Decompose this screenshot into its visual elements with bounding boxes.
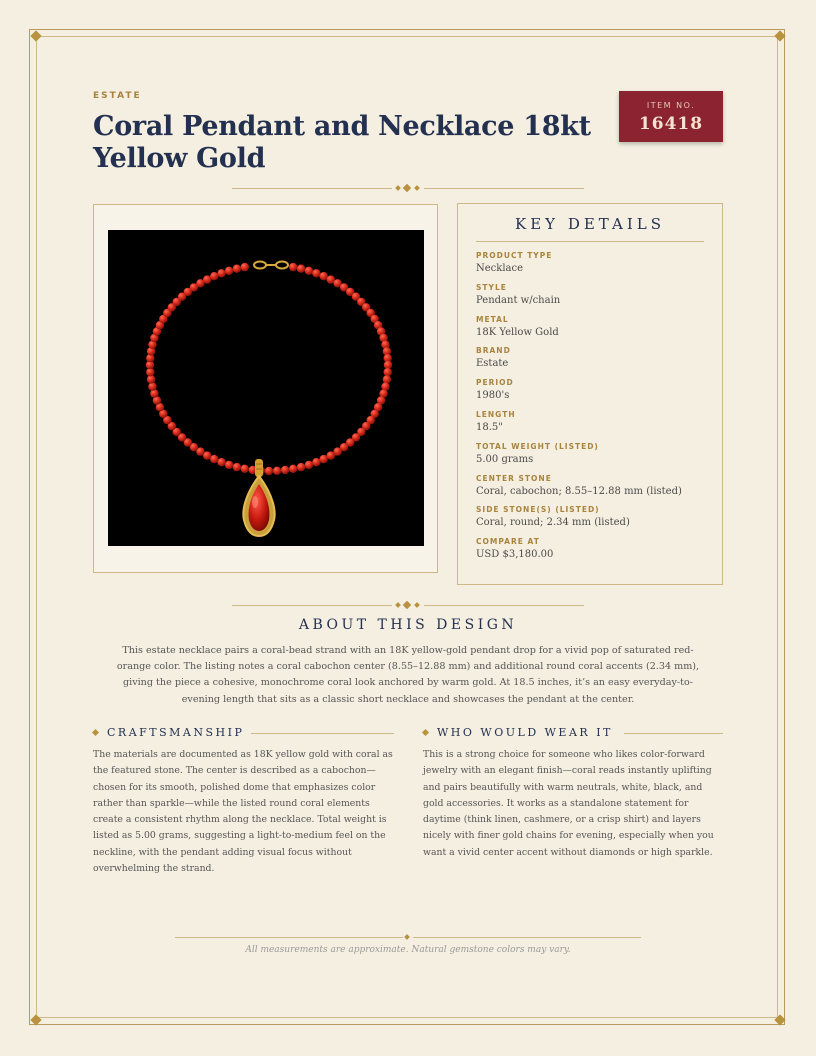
coral-bead (289, 263, 297, 271)
craftsmanship-rule (251, 733, 394, 734)
coral-bead (384, 368, 392, 376)
craftsmanship-heading-text: CRAFTSMANSHIP (107, 726, 245, 739)
detail-label: BRAND (476, 346, 511, 356)
coral-bead (297, 463, 305, 471)
detail-value: 18.5" (476, 421, 503, 433)
coral-bead (297, 265, 305, 273)
key-details-rule (476, 241, 704, 242)
coral-bead (289, 465, 297, 473)
detail-value: 5.00 grams (476, 453, 534, 465)
who-would-wear-heading-text: WHO WOULD WEAR IT (437, 726, 613, 739)
detail-value: Estate (476, 358, 509, 370)
detail-label: TOTAL WEIGHT (LISTED) (476, 441, 599, 451)
coral-bead (233, 463, 241, 471)
brand-eyebrow: ESTATE (93, 91, 142, 101)
who-would-wear-rule (624, 733, 723, 734)
detail-center-stone (476, 473, 706, 505)
coral-bead (241, 263, 249, 271)
coral-bead (233, 265, 241, 273)
coral-bead (217, 458, 225, 466)
about-paragraph: This estate necklace pairs a coral-bead strand with an 18K yellow-gold pendant drop for a vivid pop of saturated red-orange color. The listing notes a coral cabochon center (8.55–12.88 mm) and additional round coral accents (2.34 mm), giving the piece a cohesive, monochrome coral look anchored by warm gold. At 18.5 inches, it’s an easy everyday-to-evening length that sits as a classic short necklace and showcases the pendant at the center. (116, 645, 700, 705)
coral-bead (383, 375, 391, 383)
coral-bead (312, 269, 320, 277)
detail-product-type (476, 250, 706, 282)
who-would-wear-heading (423, 726, 613, 739)
detail-label: CENTER STONE (476, 473, 552, 483)
coral-bead (305, 461, 313, 469)
page-title: Coral Pendant and Necklace 18kt Yellow Gold (93, 111, 591, 174)
product-photo (108, 230, 424, 546)
key-details-list (476, 250, 706, 568)
who-would-wear-paragraph: This is a strong choice for someone who likes color-forward jewelry with an elegant finish—coral reads instantly uplifting and pairs beautifully with warm neutrals, white, black, and gold accessories. It works as a standalone statement for daytime (think linen, cashmere, or a crisp shirt) and layers nicely with finer gold chains for evening, especially when you want a vivid center accent without diamonds or high sparkle. (423, 749, 714, 858)
footer-note: All measurements are approximate. Natural gemstone colors may vary. (245, 945, 571, 955)
detail-value: 18K Yellow Gold (476, 326, 559, 338)
key-details-heading: KEY DETAILS (515, 215, 665, 233)
detail-label: METAL (476, 314, 509, 324)
item-number-label: ITEM NO. (646, 101, 696, 110)
detail-total-weight (476, 441, 706, 473)
craftsmanship-heading (93, 726, 244, 739)
coral-bead (312, 458, 320, 466)
detail-label: PRODUCT TYPE (476, 251, 553, 260)
detail-compare-at (476, 536, 706, 568)
coral-bead (148, 382, 156, 390)
detail-value: Coral, cabochon; 8.55–12.88 mm (listed) (476, 485, 682, 497)
detail-value: USD $3,180.00 (476, 549, 554, 561)
coral-bead (225, 461, 233, 469)
detail-brand (476, 345, 706, 377)
detail-label: COMPARE AT (476, 537, 540, 547)
detail-side-stones (476, 504, 706, 536)
detail-period (476, 377, 706, 409)
coral-bead (210, 272, 218, 280)
detail-label: STYLE (476, 282, 507, 292)
craftsmanship-paragraph: The materials are documented as 18K yellow gold with coral as the featured stone. The center is described as a cabochon—chosen for its smooth, polished dome that emphasizes color rather than sparkle—while the listed round coral elements create a consistent rhythm along the necklace. Total weight is listed as 5.00 grams, suggesting a light-to-medium feel on the neckline, with the pendant adding visual focus without overwhelming the strand. (93, 749, 393, 875)
detail-value: Pendant w/chain (476, 294, 561, 306)
detail-label: LENGTH (476, 409, 516, 419)
coral-bead (217, 269, 225, 277)
diamond-bullet-icon (92, 729, 99, 736)
coral-bead (281, 466, 289, 474)
detail-value: Coral, round; 2.34 mm (listed) (476, 517, 630, 529)
coral-bead (241, 465, 249, 473)
coral-bead (320, 455, 328, 463)
coral-bead (384, 361, 392, 369)
about-heading: ABOUT THIS DESIGN (298, 617, 518, 633)
coral-bead (305, 267, 313, 275)
detail-label: SIDE STONE(S) (LISTED) (476, 505, 600, 515)
detail-value: Necklace (476, 263, 524, 274)
detail-length (476, 409, 706, 441)
coral-necklace-image (108, 230, 424, 546)
coral-bead (147, 375, 155, 383)
coral-bead (265, 467, 273, 475)
detail-value: 1980's (476, 390, 510, 402)
coral-bead (225, 267, 233, 275)
coral-bead (146, 368, 154, 376)
diamond-bullet-icon (422, 729, 429, 736)
coral-bead (273, 467, 281, 475)
detail-style (476, 282, 706, 314)
detail-metal (476, 314, 706, 346)
item-number-badge (619, 91, 723, 142)
item-number-value: 16418 (638, 114, 704, 134)
detail-label: PERIOD (476, 378, 514, 388)
